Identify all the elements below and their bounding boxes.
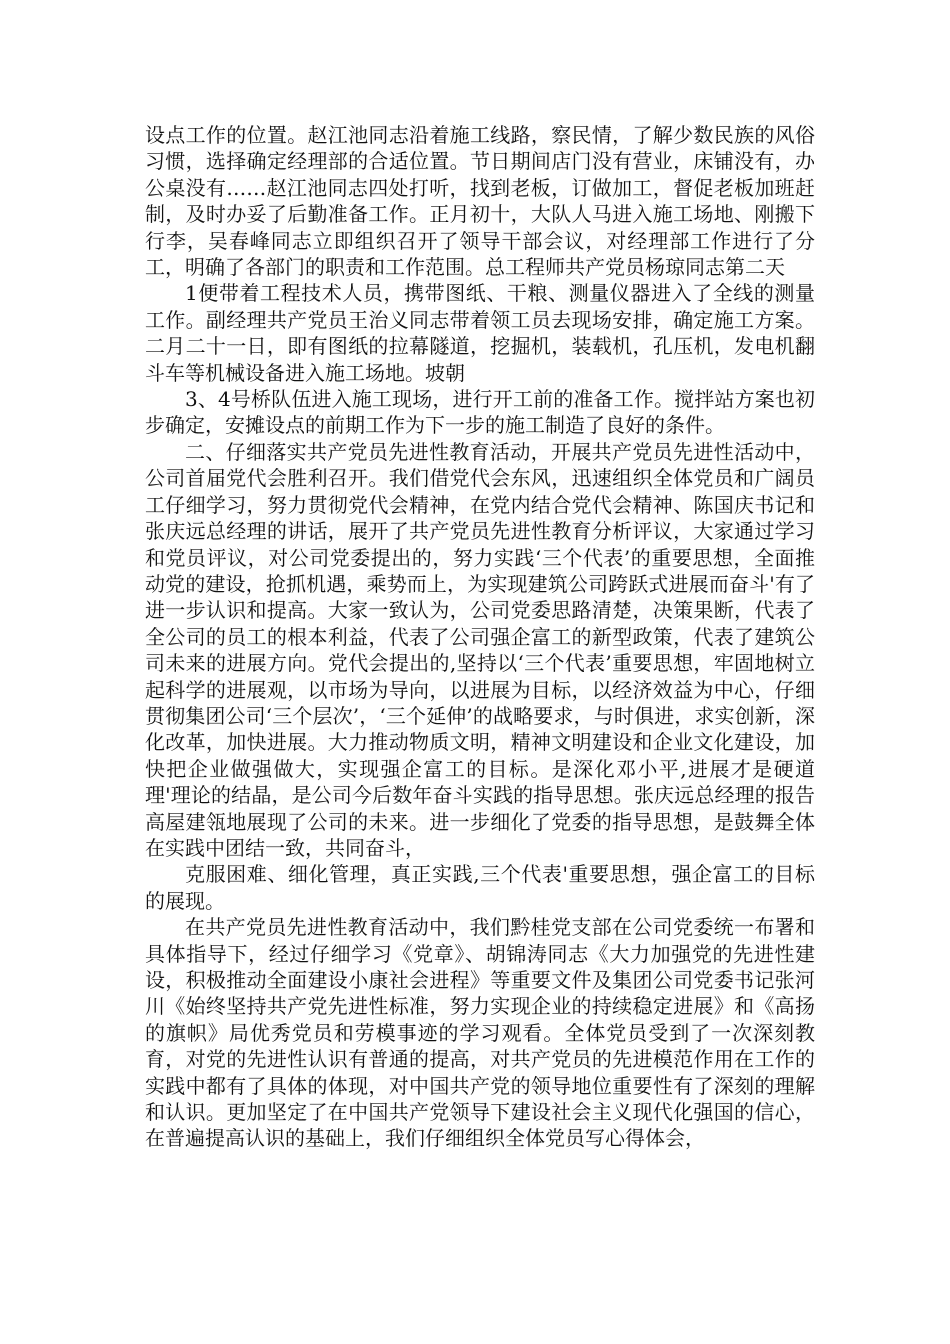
paragraph-6: 在共产党员先进性教育活动中，我们黔桂党支部在公司党委统一布署和具体指导下，经过仔细学习《党章》、胡锦涛同志《大力加强党的先进性建设，积极推动全面建设小康社会进程》等重要文件及集团公司党委书记张河川《始终坚持共产党先进性标准，努力实现企业的持续稳定进展》和《高扬的旗帜》局优秀党员和劳模事迹的学习观看。全体党员受到了一次深刻教育，对党的先进性认识有普通的提高，对共产党员的先进模范作用在工作的实践中都有了具体的体现，对中国共产党的领导地位重要性有了深刻的理解和认识。更加坚定了在中国共产党领导下建设社会主义现代化强国的信心，在普遍提高认识的基础上，我们仔细组织全体党员写心得体会，	[145, 915, 815, 1151]
paragraph-1: 设点工作的位置。赵江池同志沿着施工线路，察民情，了解少数民族的风俗习惯，选择确定经理部的合适位置。节日期间店门没有营业，床铺没有，办公桌没有……赵江池同志四处打听，找到老板，订做加工，督促老板加班赶制，及时办妥了后勤准备工作。正月初十，大队人马进入施工场地、刚搬下行李，吴春峰同志立即组织召开了领导干部会议，对经理部工作进行了分工，明确了各部门的职责和工作范围。总工程师共产党员杨琼同志第二天	[145, 123, 815, 280]
paragraph-4: 二、仔细落实共产党员先进性教育活动，开展共产党员先进性活动中，公司首届党代会胜利召开。我们借党代会东风，迅速组织全体党员和广阔员工仔细学习，努力贯彻党代会精神，在党内结合党代会精神、陈国庆书记和张庆远总经理的讲话，展开了共产党员先进性教育分析评议，大家通过学习和党员评议，对公司党委提出的，努力实践‘三个代表’的重要思想，全面推动党的建设，抢抓机遇，乘势而上，为实现建筑公司跨跃式进展而奋斗'有了进一步认识和提高。大家一致认为，公司党委思路清楚，决策果断，代表了全公司的员工的根本利益，代表了公司强企富工的新型政策，代表了建筑公司未来的进展方向。党代会提出的,坚持以‘三个代表’重要思想，牢固地树立起科学的进展观，以市场为导向，以进展为目标，以经济效益为中心，仔细贯彻集团公司‘三个层次’，‘三个延伸’的战略要求，与时俱进，求实创新，深化改革，加快进展。大力推动物质文明，精神文明建设和企业文化建设，加快把企业做强做大，实现强企富工的目标。是深化邓小平,进展才是硬道理'理论的结晶，是公司今后数年奋斗实践的指导思想。张庆远总经理的报告高屋建瓴地展现了公司的未来。进一步细化了党委的指导思想，是鼓舞全体在实践中团结一致，共同奋斗，	[145, 439, 815, 860]
paragraph-3: 3、4号桥队伍进入施工现场，进行开工前的准备工作。搅拌站方案也初步确定，安摊设点的前期工作为下一步的施工制造了良好的条件。	[145, 387, 815, 438]
paragraph-5: 克服困难、细化管理，真正实践,三个代表'重要思想，强企富工的目标的展现。	[145, 862, 815, 913]
paragraph-2: 1便带着工程技术人员，携带图纸、干粮、测量仪器进入了全线的测量工作。副经理共产党员王治义同志带着领工员去现场安排，确定施工方案。二月二十一日，即有图纸的拉幕隧道，挖掘机，装载机，孔压机，发电机翻斗车等机械设备进入施工场地。坡朝	[145, 281, 815, 385]
document-page	[145, 122, 815, 1152]
